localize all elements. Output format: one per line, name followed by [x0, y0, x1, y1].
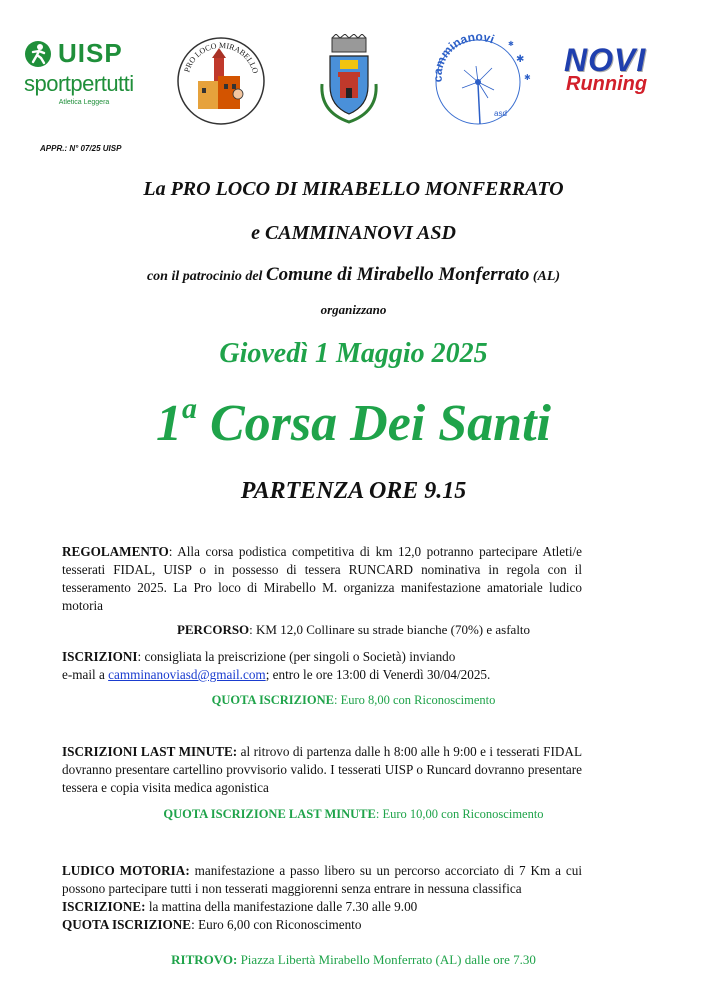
- proloco-logo-text: PRO LOCO MIRABELLO: [182, 40, 261, 75]
- proloco-emblem-icon: [176, 36, 266, 126]
- ludico-label: LUDICO MOTORIA:: [62, 863, 190, 878]
- uisp-logo-subtitle2: Atletica Leggera: [58, 99, 110, 106]
- camminanovi-logo-sub: asd: [494, 109, 507, 118]
- ludico-iscrizione-text: la mattina della manifestazione dalle 7.30 alle 9.00: [145, 899, 418, 914]
- iscrizioni-text: : consigliata la preiscrizione (per singoli o Società) inviando: [137, 649, 456, 664]
- ludico-quota-text: : Euro 6,00 con Riconoscimento: [191, 917, 362, 932]
- iscrizioni-deadline: ; entro le ore 13:00 di Venerdì 30/04/2025.: [265, 667, 491, 682]
- quota-last-minute-line: [0, 807, 707, 822]
- event-title-name: Corsa Dei Santi: [197, 395, 551, 452]
- approval-code: APPR.: N° 07/25 UISP: [40, 144, 122, 153]
- novi-running-logo: [564, 42, 676, 102]
- quota-label: QUOTA ISCRIZIONE: [211, 693, 334, 707]
- uisp-logo-subtitle: sportpertutti: [24, 71, 134, 96]
- ludico-paragraph: [62, 862, 582, 934]
- crest-icon: [316, 34, 382, 124]
- organizer-line-2: e CAMMINANOVI ASD: [251, 222, 456, 244]
- svg-text:✱: ✱: [508, 40, 514, 48]
- event-title-number: 1: [156, 395, 182, 452]
- patronage-comune: Comune di Mirabello Monferrato: [265, 264, 530, 285]
- iscrizioni-email-prefix: e-mail a: [62, 667, 109, 682]
- iscrizioni-label: ISCRIZIONI: [62, 649, 138, 664]
- camminanovi-logo: [428, 32, 538, 127]
- patronage-line: [0, 264, 707, 286]
- patronage-suffix: (AL): [529, 269, 561, 284]
- logo-bar: [24, 28, 684, 128]
- regolamento-text: : Alla corsa podistica competitiva di km 12,0 potranno partecipare Atleti/e tesserati FIDAL, UISP o in possesso di tessera RUNCARD nominativa in regola con il tesseramento 2025. La Pro loco di Mirabello M. organizza manifestazione amatoriale ludico motoria: [62, 544, 582, 613]
- percorso-text: : KM 12,0 Collinare su strade bianche (70%) e asfalto: [249, 622, 531, 637]
- regolamento-paragraph: [62, 543, 582, 615]
- last-minute-paragraph: [62, 743, 582, 797]
- quota-last-text: : Euro 10,00 con Riconoscimento: [375, 807, 544, 821]
- patronage-prefix: con il patrocinio del: [146, 269, 266, 284]
- percorso-line: [0, 622, 707, 638]
- event-date: Giovedì 1 Maggio 2025: [219, 338, 488, 369]
- ritrovo-line: [0, 952, 707, 968]
- uisp-logo: [24, 38, 144, 106]
- start-time: PARTENZA ORE 9.15: [240, 478, 467, 504]
- uisp-runner-icon: [24, 40, 52, 68]
- last-minute-label: ISCRIZIONI LAST MINUTE:: [62, 744, 238, 759]
- organize-word: organizzano: [320, 302, 387, 317]
- camminanovi-logo-text: camminanovi: [430, 32, 497, 83]
- ritrovo-label: RITROVO:: [171, 952, 238, 967]
- comune-crest: [316, 34, 382, 124]
- regolamento-label: REGOLAMENTO: [62, 544, 169, 559]
- novi-logo-sub: Running: [566, 73, 648, 95]
- last-minute-text: al ritrovo di partenza dalle h 8:00 alle h 9:00 e i tesserati FIDAL dovranno presentare cartellino provvisorio valido. I tesserati UISP o Runcard dovranno presentare tessera e copia visita medica agonistica: [62, 744, 582, 795]
- quota-text: : Euro 8,00 con Riconoscimento: [333, 693, 496, 707]
- ludico-iscrizione-label: ISCRIZIONE:: [62, 899, 146, 914]
- quota-iscrizione-line: [0, 693, 707, 708]
- email-link[interactable]: camminanoviasd@gmail.com: [108, 667, 266, 682]
- iscrizioni-paragraph: [62, 648, 582, 684]
- uisp-logo-text: UISP: [58, 38, 123, 68]
- event-title-sup: a: [182, 392, 197, 425]
- organizer-line-1: La PRO LOCO DI MIRABELLO MONFERRATO: [143, 178, 564, 200]
- svg-text:✱: ✱: [524, 73, 531, 82]
- ritrovo-text: Piazza Libertà Mirabello Monferrato (AL) dalle ore 7.30: [237, 952, 536, 967]
- percorso-label: PERCORSO: [176, 622, 250, 637]
- ludico-text: manifestazione a passo libero su un percorso accorciato di 7 Km a cui possono partecipare tutti i non tesserati maggiorenni senza entrare in nessuna classifica: [62, 863, 582, 896]
- proloco-logo: [176, 36, 266, 126]
- dandelion-icon: [428, 32, 538, 127]
- novi-logo-text: NOVI: [564, 42, 647, 78]
- svg-text:✱: ✱: [516, 54, 525, 65]
- event-title: [0, 392, 707, 453]
- ludico-quota-label: QUOTA ISCRIZIONE: [62, 917, 192, 932]
- quota-last-label: QUOTA ISCRIZIONE LAST MINUTE: [163, 807, 376, 821]
